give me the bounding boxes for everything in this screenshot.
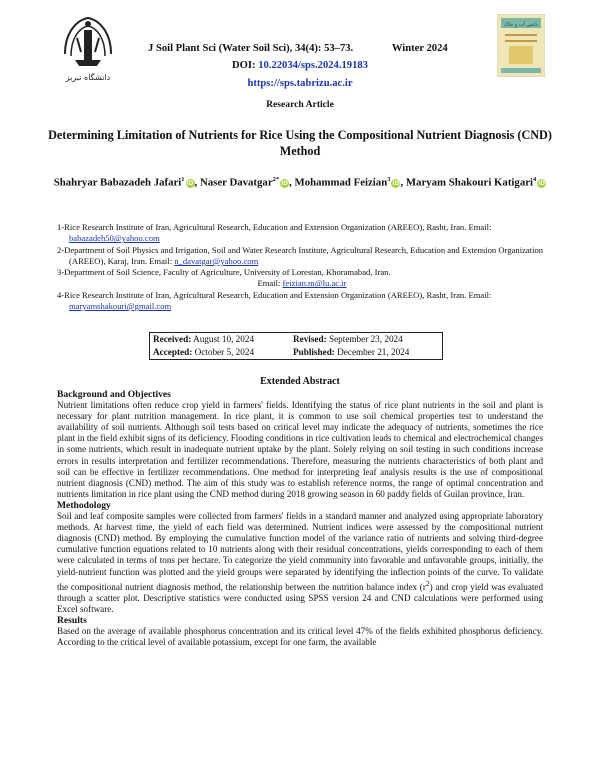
revised-date: Revised: September 23, 2024 bbox=[293, 334, 403, 344]
affiliation bbox=[57, 290, 547, 313]
section-heading-methodology: Methodology bbox=[57, 499, 111, 511]
email-link[interactable]: n_davatgar@yahoo.com bbox=[174, 255, 259, 266]
article-dates-box bbox=[149, 332, 443, 360]
author-name: Naser Davatgar bbox=[199, 176, 273, 189]
affiliation-text: 2-Department of Soil Physics and Irrigation, Soil and Water Research Institute, Agricultural Research, Education and Extension Organization (AREEO), Karaj, Iran. Email: bbox=[57, 244, 544, 266]
author-name: Maryam Shakouri Katigari bbox=[405, 176, 534, 189]
affiliation bbox=[57, 245, 547, 268]
issue-season: Winter 2024 bbox=[391, 43, 448, 54]
affiliation bbox=[57, 267, 547, 290]
cover-title: دانش آب و خاک bbox=[504, 22, 538, 28]
abstract-body bbox=[57, 389, 543, 648]
affiliation-text: 4-Rice Research Institute of Iran, Agricultural Research, Education and Extension Organization (AREEO), Rasht, Iran. Email: bbox=[57, 289, 492, 300]
doi-link[interactable]: 10.22034/sps.2024.19183 bbox=[258, 60, 368, 71]
author-affil-mark: 4 bbox=[533, 176, 537, 183]
orcid-icon[interactable]: iD bbox=[186, 179, 194, 187]
background-paragraph: Nutrient limitations often reduce crop yield in farmers' fields. Identifying the status of rice plant nutrients in the soil and plant is necessary for plant nutrition management. In rice plant, it is common to use soil chemical properties test to understand the availability of soil nutrients. Although soil tests based on critical level may indicate the adequacy of nutrients, sometimes the rice plant in the field exhibit signs of its deficiency. Flooding conditions in rice cultivation leads to chemical and electrochemical changes in some nutrients, which result in inadequate nutrient uptake by the plant. Solely relying on soil testing in such conditions increase errors in results interpretation and fertilizer recommendations. Therefore, measuring the nutrients characteristics of both plant and soil can be effective in fertilizer recommendations. One method for interpreting leaf analysis results is the use of compositional nutrient diagnosis (CND) method. The aim of this study was to establish reference norms, the range of optimal concentration and nutrients limitation in rice plant using the CND method during 2018 growing season in 60 paddy fields of Guilan province, Iran. bbox=[57, 400, 543, 499]
affiliation bbox=[57, 222, 547, 245]
orcid-icon[interactable]: iD bbox=[281, 179, 289, 187]
doi-line bbox=[0, 60, 600, 71]
author-name: Mohammad Feizian bbox=[294, 176, 388, 189]
affiliation-email-line bbox=[69, 278, 547, 289]
section-heading-background: Background and Objectives bbox=[57, 389, 171, 400]
affiliation-text: 1-Rice Research Institute of Iran, Agricultural Research, Education and Extension Organization (AREEO), Rasht, Iran. Email: bbox=[57, 222, 492, 232]
results-paragraph: Based on the average of available phosphorus concentration and its critical level 47% of the fields exhibited phosphorus deficiency. According to the critical level of available potassium, except for one farm, the available bbox=[57, 626, 543, 648]
email-label: Email: bbox=[257, 278, 283, 289]
citation-text: J Soil Plant Sci (Water Soil Sci), 34(4): 53–73. bbox=[148, 43, 354, 54]
paper-title: Determining Limitation of Nutrients for Rice Using the Compositional Nutrient Diagnosis (CND) Method bbox=[48, 128, 552, 158]
logo-caption: دانشگاه تبریز bbox=[65, 73, 111, 82]
author-affil-mark: 2* bbox=[272, 176, 280, 183]
accepted-date: Accepted: October 5, 2024 bbox=[153, 347, 255, 357]
email-link[interactable]: babazadeh50@yahoo.com bbox=[69, 233, 160, 244]
received-date: Received: August 10, 2024 bbox=[153, 334, 255, 344]
affiliation-text: 3-Department of Soil Science, Faculty of Agriculture, University of Lorestan, Khoramabad, Iran. bbox=[57, 267, 391, 278]
orcid-icon[interactable]: iD bbox=[392, 179, 400, 187]
orcid-icon[interactable]: iD bbox=[538, 179, 546, 187]
email-link[interactable]: maryamshakouri@gmail.com bbox=[69, 301, 172, 312]
author-name: Shahryar Babazadeh Jafari bbox=[53, 176, 182, 189]
author-affil-mark: 1 bbox=[181, 176, 185, 183]
extended-abstract-heading: Extended Abstract bbox=[260, 376, 340, 387]
section-heading-results: Results bbox=[57, 614, 87, 626]
methodology-paragraph: Soil and leaf composite samples were collected from farmers' fields in a standard manner and analyzed using appropriate laboratory methods. At harvest time, the yield of each field was determined. Nutrient indices were assessed by the compositional nutrient diagnosis (CND) method. By employing the cumulative function model of the variance ratio of nutrients and solving third-degree cumulative function equations related to 10 nutrients along with their residual concentrations, yields corresponding to each of them were calculated in terms of tons per hectare. To categorize the yield community into favorable and unfavorable groups, initially, the yield-nutrient function was plotted and the yield groups were separated by identifying the inflection points of the curve. To validate the compositional nutrient diagnosis method, the relationship between the nutrition balance index $(r^2)$ and crop yield was evaluated through a scatter plot. Descriptive statistics were conducted using SPSS version 24 and CND calculations were performed using Excel software. bbox=[57, 511, 543, 614]
author-affil-mark: 3 bbox=[387, 176, 391, 183]
journal-citation bbox=[148, 43, 448, 54]
doi-label: DOI: bbox=[232, 60, 256, 71]
published-date: Published: December 21, 2024 bbox=[293, 347, 410, 357]
author-list: Shahryar Babazadeh Jafari$^1$iD, Naser Davatgar$^{2*}$iD, Mohammad Feizian$^3$iD, Maryam Shakouri Katigari$^4$iD bbox=[53, 176, 546, 189]
journal-website-link[interactable]: https://sps.tabrizu.ac.ir bbox=[247, 78, 353, 89]
university-logo bbox=[57, 14, 119, 84]
affiliation-list bbox=[57, 222, 547, 312]
email-link[interactable]: feizian.m@lu.ac.ir bbox=[282, 278, 347, 289]
article-type: Research Article bbox=[266, 99, 334, 110]
